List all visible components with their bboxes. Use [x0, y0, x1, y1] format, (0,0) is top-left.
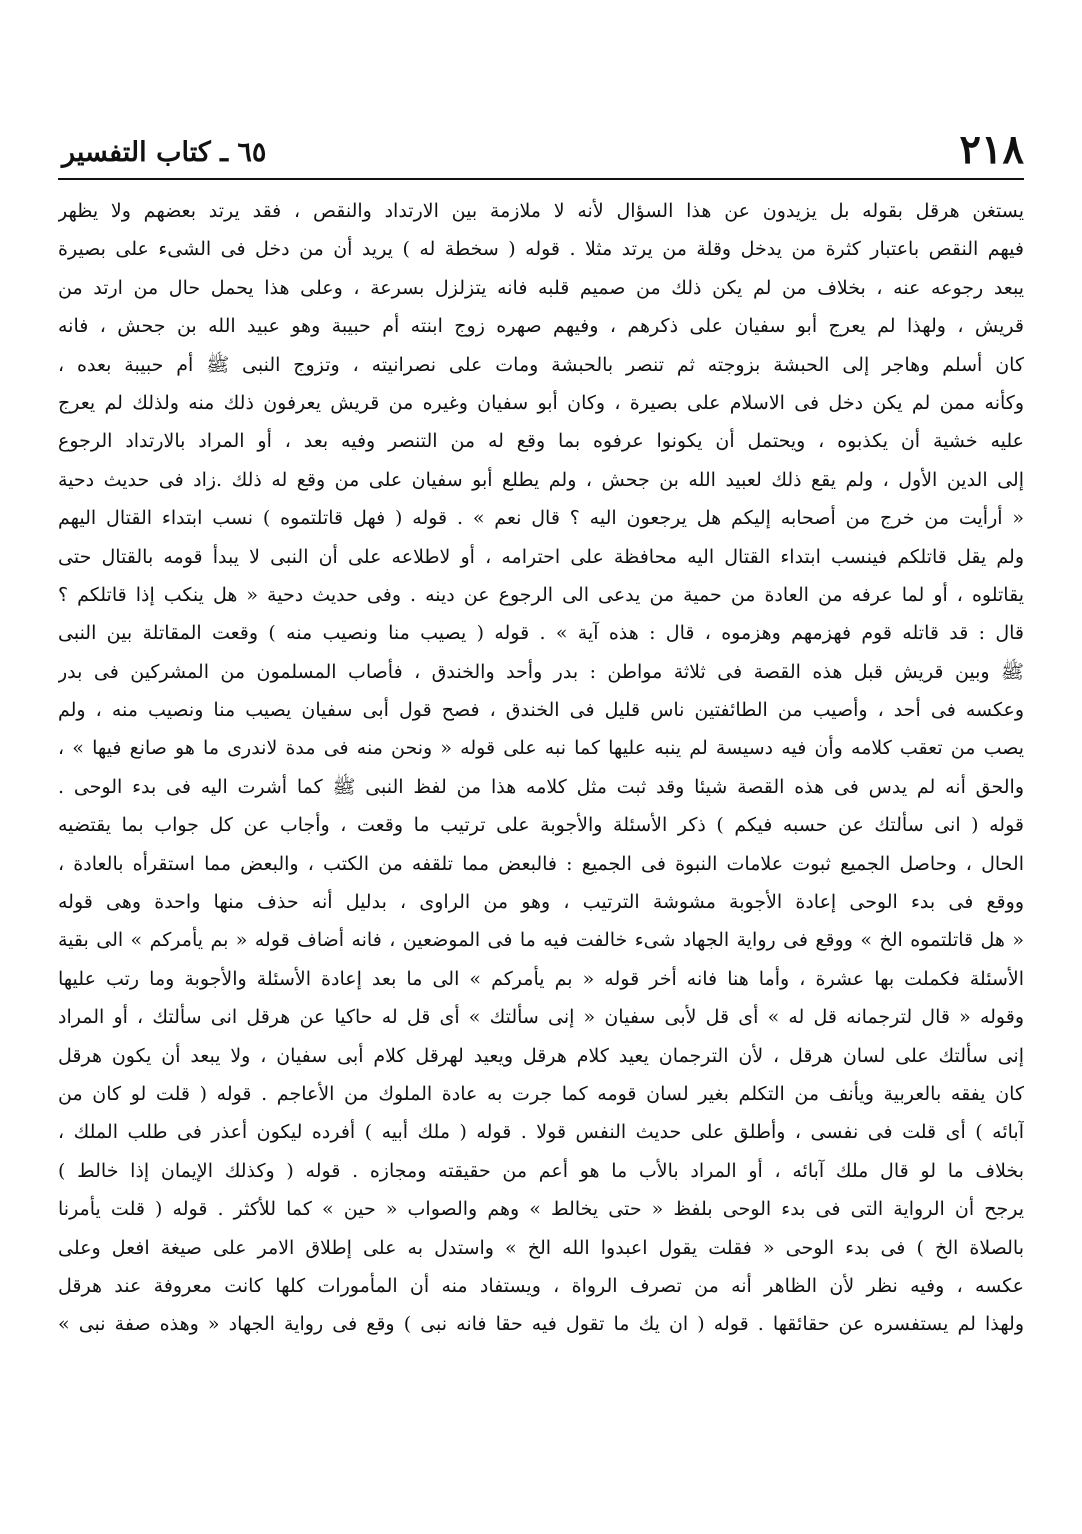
text-line: إلى الدين الأول ، ولم يقع ذلك لعبيد الله بن جحش ، ولم يطلع أبو سفيان على من وقع له ذلك .زاد فى حديث دحية: [58, 468, 1024, 491]
text-line: كان أسلم وهاجر إلى الحبشة بزوجته ثم تنصر بالحبشة ومات على نصرانيته ، وتزوج النبى ﷺ أم حبيبة بعده ،: [58, 353, 1024, 376]
book-page: [58, 128, 1024, 1488]
text-line: ﷺ وبين قريش قبل هذه القصة فى ثلاثة مواطن : بدر وأحد والخندق ، فأصاب المسلمون من المشركين فى بدر: [58, 660, 1024, 683]
text-line: وعكسه فى أحد ، وأصيب من الطائفتين ناس قليل فى الخندق ، فصح قول أبى سفيان يصيب منا ونصيب منه ، ولم: [58, 699, 1024, 722]
text-line: ولهذا لم يستفسره عن حقائقها . قوله ( ان يك ما تقول فيه حقا فانه نبى ) وقع فى رواية الجهاد « وهذه صفة نبى »: [58, 1313, 1024, 1336]
text-line: يصب من تعقب كلامه وأن فيه دسيسة لم ينبه عليها كما نبه على قوله « ونحن منه فى مدة لاندرى ما هو صانع فيها » ،: [58, 737, 1024, 760]
text-line: قوله ( انى سألتك عن حسبه فيكم ) ذكر الأسئلة والأجوبة على ترتيب ما وقعت ، وأجاب عن كل جواب بما يقتضيه: [58, 814, 1024, 837]
text-line: يستغن هرقل بقوله بل يزيدون عن هذا السؤال لأنه لا ملازمة بين الارتداد والنقص ، فقد يرتد بعضهم ولا يظهر: [58, 200, 1024, 222]
text-line: فيهم النقص باعتبار كثرة من يدخل وقلة من يرتد مثلا . قوله ( سخطة له ) يريد أن من دخل فى الشىء على بصيرة: [58, 238, 1024, 261]
text-line: بخلاف ما لو قال ملك آبائه ، أو المراد بالأب ما هو أعم من حقيقته ومجازه . قوله ( وكذلك الإيمان إذا خالط ): [58, 1159, 1024, 1182]
page-header: [58, 128, 1024, 176]
text-line: إنى سألتك على لسان هرقل ، لأن الترجمان يعيد كلام هرقل ويعيد لهرقل كلام أبى سفيان ، ولا يبعد أن يكون هرقل: [58, 1044, 1024, 1067]
text-line: الحال ، وحاصل الجميع ثبوت علامات النبوة فى الجميع : فالبعض مما تلقفه من الكتب ، والبعض مما استقرأه بالعادة ،: [58, 852, 1024, 875]
text-line: الأسئلة فكملت بها عشرة ، وأما هنا فانه أخر قوله « بم يأمركم » الى ما بعد إعادة الأسئلة والأجوبة وما رتب عليها: [58, 967, 1024, 990]
text-line: يرجح أن الرواية التى فى بدء الوحى بلفظ « حتى يخالط » وهم والصواب « حين » كما للأكثر . قوله ( قلت يأمرنا: [58, 1198, 1024, 1221]
body-text: [58, 192, 1024, 1344]
text-line: يبعد رجوعه عنه ، بخلاف من لم يكن ذلك من صميم قلبه فانه يتزلزل بسرعة ، وعلى هذا يحمل حال من ارتد من: [58, 276, 1024, 299]
page-number: ٢١٨: [959, 126, 1024, 173]
text-line: وقوله « قال لترجمانه قل له » أى قل لأبى سفيان « إنى سألتك » أى قل له حاكيا عن هرقل انى سألتك ، أو المراد: [58, 1006, 1024, 1029]
text-line: بالصلاة الخ ) فى بدء الوحى « فقلت يقول اعبدوا الله الخ » واستدل به على إطلاق الامر على صيغة افعل وعلى: [58, 1236, 1024, 1259]
text-line: والحق أنه لم يدس فى هذه القصة شيئا وقد ثبت مثل كلامه هذا من لفظ النبى ﷺ كما أشرت اليه فى بدء الوحى .: [58, 775, 1024, 798]
text-line: « هل قاتلتموه الخ » ووقع فى رواية الجهاد شىء خالفت فيه ما فى الموضعين ، فانه أضاف قوله « بم يأمركم » الى بقية: [58, 929, 1024, 952]
text-line: قريش ، ولهذا لم يعرج أبو سفيان على ذكرهم ، وفيهم صهره زوج ابنته أم حبيبة وهو عبيد الله بن جحش ، فانه: [58, 315, 1024, 338]
text-line: آبائه ) أى قلت فى نفسى ، وأطلق على حديث النفس قولا . قوله ( ملك أبيه ) أفرده ليكون أعذر فى طلب الملك ،: [58, 1121, 1024, 1144]
text-line: عكسه ، وفيه نظر لأن الظاهر أنه من تصرف الرواة ، ويستفاد منه أن المأمورات كلها كانت معروفة عند هرقل: [58, 1274, 1024, 1297]
header-rule: [58, 178, 1024, 180]
text-line: عليه خشية أن يكذبوه ، ويحتمل أن يكونوا عرفوه بما وقع له من التنصر وفيه بعد ، أو المراد بالارتداد الرجوع: [58, 430, 1024, 453]
text-line: قال : قد قاتله قوم فهزمهم وهزموه ، قال : هذه آية » . قوله ( يصيب منا ونصيب منه ) وقعت المقاتلة بين النبى: [58, 622, 1024, 645]
text-line: وكأنه ممن لم يكن دخل فى الاسلام على بصيرة ، وكان أبو سفيان وغيره من قريش يعرفون ذلك منه ولذلك لم يعرج: [58, 391, 1024, 414]
text-line: يقاتلوه ، أو لما عرفه من العادة من حمية من يدعى الى الرجوع عن دينه . وفى حديث دحية « هل ينكب إذا قاتلكم ؟: [58, 583, 1024, 606]
text-line: ووقع فى بدء الوحى إعادة الأجوبة مشوشة الترتيب ، وهو من الراوى ، بدليل أنه حذف منها واحدة وهى قوله: [58, 891, 1024, 914]
text-line: « أرأيت من خرج من أصحابه إليكم هل يرجعون اليه ؟ قال نعم » . قوله ( فهل قاتلتموه ) نسب ابتداء القتال اليهم: [58, 507, 1024, 530]
running-title: ٦٥ ـ كتاب التفسير: [62, 137, 267, 168]
text-line: ولم يقل قاتلكم فينسب ابتداء القتال اليه محافظة على احترامه ، أو لاطلاعه على أن النبى لا يبدأ قومه بالقتال حتى: [58, 545, 1024, 568]
text-line: كان يفقه بالعربية ويأنف من التكلم بغير لسان قومه كما جرت به عادة الملوك من الأعاجم . قوله ( قلت لو كان من: [58, 1082, 1024, 1105]
